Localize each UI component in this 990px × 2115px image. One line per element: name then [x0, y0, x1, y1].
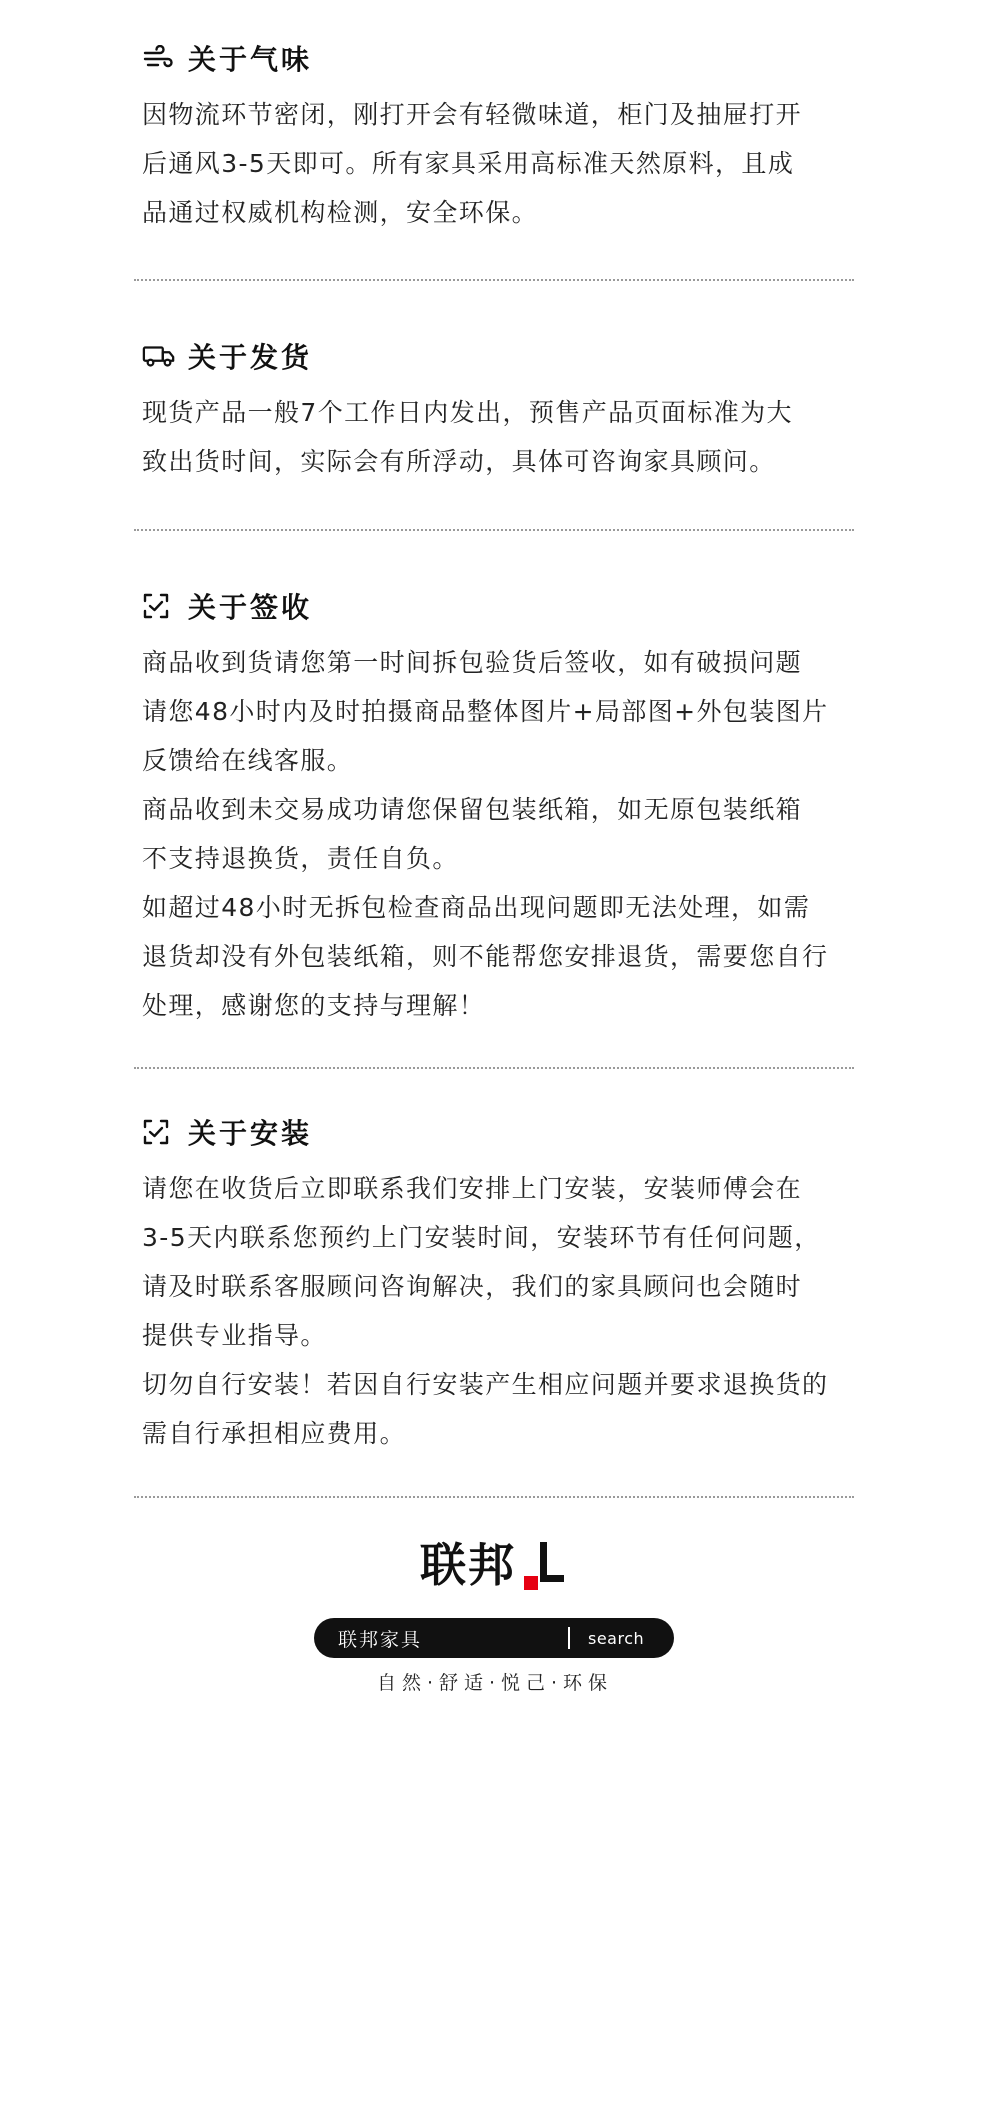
section-title: 关于发货 [188, 341, 313, 374]
brand-slogan: 自然·舒适·悦己·环保 [376, 1672, 614, 1694]
logo-red-square [524, 1576, 538, 1590]
search-separator [568, 1627, 570, 1649]
section-title: 关于气味 [188, 43, 313, 76]
body-line: 请及时联系客服顾问咨询解决，我们的家具顾问也会随时 [142, 1272, 803, 1301]
body-line: 提供专业指导。 [142, 1321, 327, 1350]
section-shipping [142, 336, 862, 486]
brand-search-bar[interactable] [314, 1618, 674, 1658]
body-line: 处理，感谢您的支持与理解！ [142, 991, 486, 1020]
body-line: 致出货时间，实际会有所浮动，具体可咨询家具顾问。 [142, 447, 776, 476]
body-line: 退货却没有外包装纸箱，则不能帮您安排退货，需要您自行 [142, 942, 829, 971]
body-line: 因物流环节密闭，刚打开会有轻微味道，柜门及抽屉打开 [142, 100, 803, 129]
section-body [142, 638, 862, 1030]
section-divider [134, 1496, 854, 1498]
body-line: 现货产品一般7个工作日内发出，预售产品页面标准为大 [142, 398, 793, 427]
section-divider [134, 1067, 854, 1069]
body-line: 切勿自行安装！若因自行安装产生相应问题并要求退换货的 [142, 1370, 829, 1399]
section-body [142, 90, 862, 237]
section-divider [134, 279, 854, 281]
section-installation [142, 1112, 862, 1458]
section-divider [134, 529, 854, 531]
section-header [142, 1112, 862, 1152]
section-header [142, 586, 862, 626]
body-line: 需自行承担相应费用。 [142, 1419, 407, 1448]
search-brand-label: 联邦家具 [338, 1628, 423, 1651]
scan-check-icon [142, 592, 176, 620]
body-line: 商品收到货请您第一时间拆包验货后签收，如有破损问题 [142, 648, 803, 677]
body-line: 请您48小时内及时拍摄商品整体图片+局部图+外包装图片 [142, 697, 829, 726]
scan-check-icon [142, 1118, 176, 1146]
section-body [142, 1164, 862, 1458]
body-line: 反馈给在线客服。 [142, 746, 354, 775]
body-line: 商品收到未交易成功请您保留包装纸箱，如无原包装纸箱 [142, 795, 803, 824]
logo-mark [522, 1538, 562, 1590]
section-body [142, 388, 862, 486]
section-title: 关于签收 [188, 591, 313, 624]
logo-text: 联邦 [420, 1538, 516, 1592]
body-line: 不支持退换货，责任自负。 [142, 844, 459, 873]
body-line: 请您在收货后立即联系我们安排上门安装，安装师傅会在 [142, 1174, 803, 1203]
wind-icon [142, 44, 176, 72]
body-line: 3-5天内联系您预约上门安装时间，安装环节有任何问题， [142, 1223, 821, 1252]
body-line: 如超过48小时无拆包检查商品出现问题即无法处理，如需 [142, 893, 811, 922]
body-line: 品通过权威机构检测，安全环保。 [142, 198, 539, 227]
search-label[interactable]: search [588, 1628, 645, 1648]
truck-icon [142, 342, 176, 370]
section-header [142, 336, 862, 376]
brand-logo [420, 1530, 580, 1590]
section-header [142, 38, 862, 78]
section-receipt [142, 586, 862, 1030]
section-title: 关于安装 [188, 1117, 313, 1150]
section-odor [142, 38, 862, 237]
body-line: 后通风3-5天即可。所有家具采用高标准天然原料，且成 [142, 149, 795, 178]
